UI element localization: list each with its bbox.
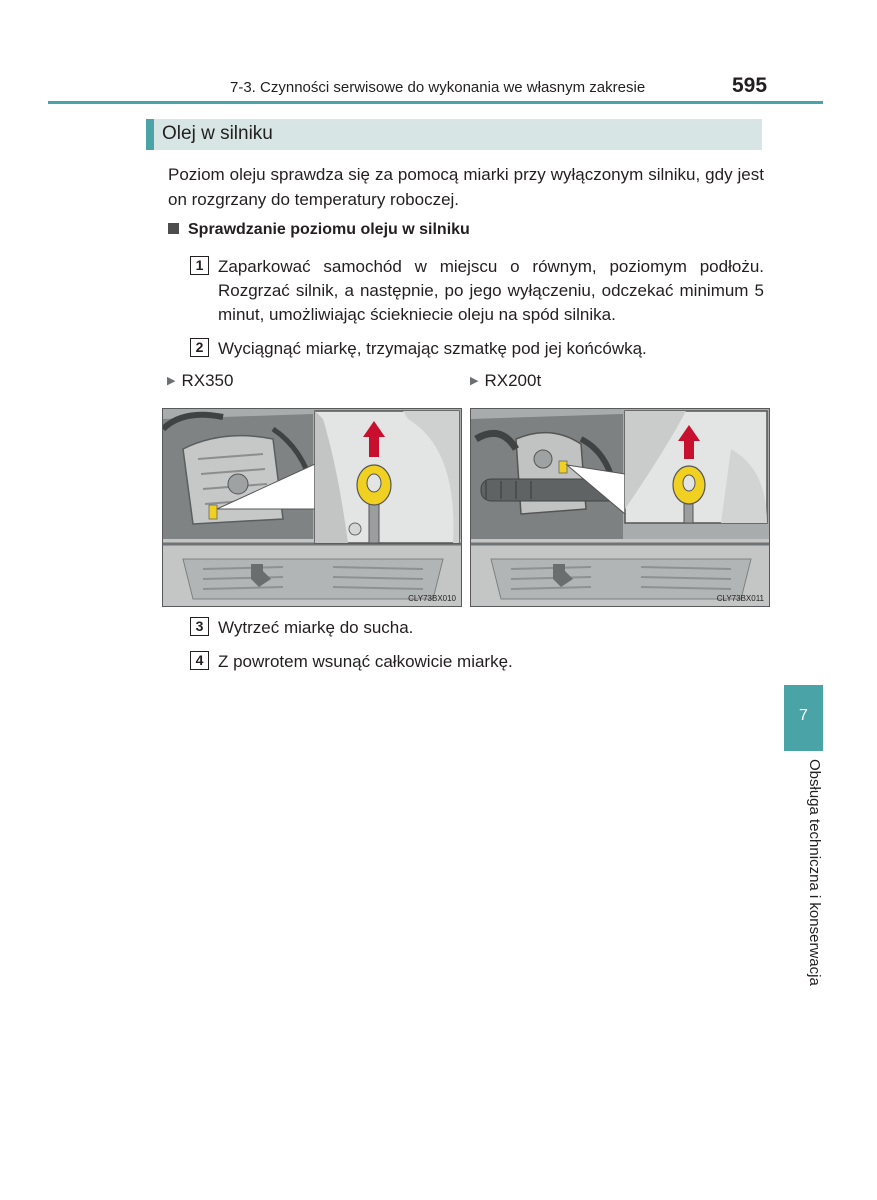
variant-label-rx350: ▶ RX350 bbox=[167, 371, 234, 390]
chapter-tab-label: Obsługa techniczna i konserwacja bbox=[806, 759, 823, 986]
section-accent bbox=[146, 119, 154, 150]
figure-rx200t-dipstick bbox=[470, 408, 770, 607]
chapter-tab bbox=[784, 685, 823, 751]
header-divider bbox=[48, 101, 823, 104]
step-text: Wyciągnąć miarkę, trzymając szmatkę pod jej końcówką. bbox=[218, 339, 647, 358]
step-text: Zaparkować samochód w miejscu o równym, poziomym podłożu. Rozgrzać silnik, a następnie, po jego wyłączeniu, odczekać minimum 5 minut, umożliwiając ściekniecie oleju na spód silnika. bbox=[218, 257, 764, 324]
figure-code: CLY73BX010 bbox=[408, 594, 456, 603]
step-number: 1 bbox=[190, 256, 209, 275]
subsection-title: Sprawdzanie poziomu oleju w silniku bbox=[188, 221, 470, 238]
step-text: Wytrzeć miarkę do sucha. bbox=[218, 618, 414, 637]
chapter-tab-number: 7 bbox=[799, 707, 808, 724]
step-number: 4 bbox=[190, 651, 209, 670]
section-heading-bar bbox=[146, 119, 762, 150]
intro-paragraph: Poziom oleju sprawdza się za pomocą miarki przy wyłączonym silniku, gdy jest on rozgrzany do temperatury roboczej. bbox=[168, 165, 764, 209]
triangle-bullet-icon: ▶ bbox=[167, 375, 176, 387]
triangle-bullet-icon: ▶ bbox=[470, 375, 479, 387]
figure-code: CLY73BX011 bbox=[716, 594, 764, 603]
subsection-heading bbox=[168, 221, 470, 239]
variant-label-rx200t: ▶ RX200t bbox=[470, 371, 542, 390]
engine-illustration bbox=[163, 409, 462, 607]
engine-illustration bbox=[471, 409, 770, 607]
page-number: 595 bbox=[732, 74, 768, 97]
step-number: 2 bbox=[190, 338, 209, 357]
section-title: Olej w silniku bbox=[162, 123, 273, 144]
running-header-chapter: 7-3. Czynności serwisowe do wykonania we własnym zakresie bbox=[230, 79, 646, 96]
square-bullet-icon bbox=[168, 223, 179, 234]
step-number: 3 bbox=[190, 617, 209, 636]
step-text: Z powrotem wsunąć całkowicie miarkę. bbox=[218, 652, 513, 671]
figure-rx350-dipstick bbox=[162, 408, 462, 607]
